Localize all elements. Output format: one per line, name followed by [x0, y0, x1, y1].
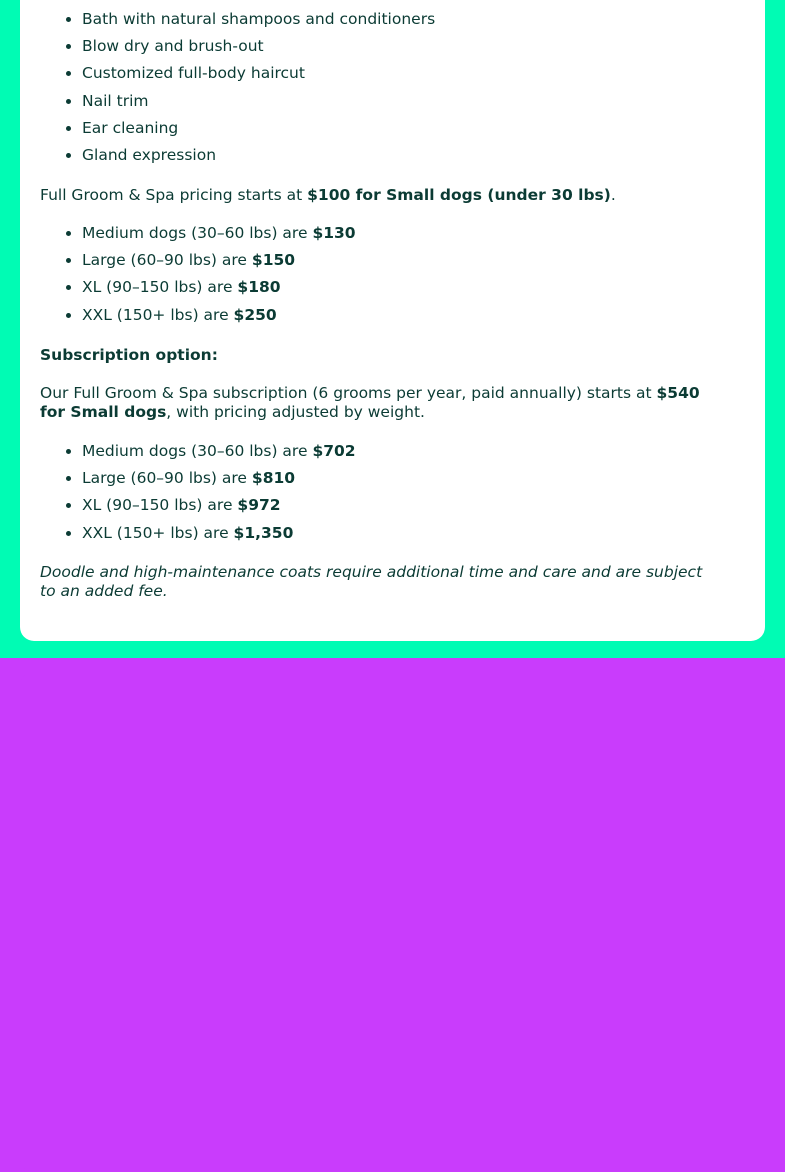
tier-price: $130: [312, 224, 356, 242]
list-item: • Customized full-body haircut: [82, 60, 435, 87]
price-tier: [82, 520, 356, 547]
base-pricing-end: .: [610, 186, 616, 204]
subscription-intro: Our Full Groom & Spa subscription (6 grooms per year, paid annually) starts at: [40, 384, 657, 402]
tier-price: $180: [237, 278, 281, 297]
pricing-tiers-list: [40, 220, 356, 329]
tier-label: XL (90–150 lbs) are: [82, 278, 238, 297]
tier-price: $972: [237, 496, 281, 515]
price-tier: [82, 302, 356, 329]
list-item: • Ear cleaning: [82, 115, 435, 142]
pricing-card: [20, 0, 765, 641]
tier-price: $1,350: [233, 523, 294, 542]
subscription-highlight: $540 for Small dogs: [40, 384, 700, 421]
subscription-tiers-list: [40, 438, 356, 547]
base-pricing-text: [40, 186, 720, 205]
coat-fee-note: Doodle and high-maintenance coats require additional time and care and are subject to an added fee.: [40, 563, 703, 600]
subscription-text: [40, 384, 720, 422]
subscription-heading-text: Subscription option:: [40, 346, 218, 364]
tier-price: $150: [251, 251, 296, 270]
list-item: • Blow dry and brush-out: [82, 33, 435, 60]
tier-price: $810: [251, 469, 296, 488]
tier-label: XXL (150+ lbs) are: [82, 305, 234, 324]
price-tier: [82, 465, 356, 492]
price-tier: [82, 438, 356, 465]
price-tier: [82, 274, 356, 301]
price-tier: [82, 247, 356, 274]
tier-label: Large (60–90 lbs) are: [82, 251, 252, 270]
tier-label: XL (90–150 lbs) are: [82, 496, 238, 515]
price-tier: [82, 492, 356, 519]
tier-label: Large (60–90 lbs) are: [82, 469, 252, 488]
tier-label: XXL (150+ lbs) are: [82, 523, 234, 542]
list-item: • Nail trim: [82, 88, 435, 115]
tier-label: Medium dogs (30–60 lbs) are: [82, 224, 313, 242]
price-tier: [82, 220, 356, 247]
tier-label: Medium dogs (30–60 lbs) are: [82, 442, 313, 460]
list-item: • Bath with natural shampoos and conditioners: [82, 6, 435, 33]
list-item: • Gland expression: [82, 142, 435, 169]
purple-card: [20, 672, 765, 1172]
included-services-list: [40, 6, 435, 169]
tier-price: $702: [312, 442, 356, 460]
subscription-end: , with pricing adjusted by weight.: [166, 403, 425, 421]
base-pricing-intro: Full Groom & Spa pricing starts at: [40, 186, 308, 204]
base-pricing-highlight: $100 for Small dogs (under 30 lbs): [307, 186, 611, 204]
subscription-heading: [40, 346, 720, 365]
purple-section: [0, 658, 785, 1145]
tier-price: $250: [233, 305, 277, 324]
